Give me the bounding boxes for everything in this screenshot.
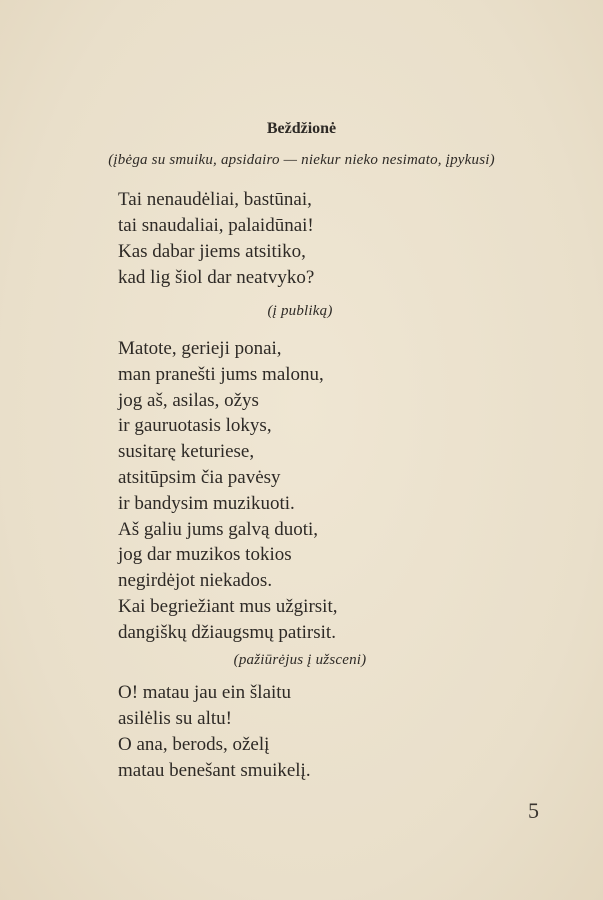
verse-line: jog aš, asilas, ožys [118, 389, 259, 411]
verse-line: man pranešti jums malonu, [118, 363, 324, 385]
stage-direction-to-audience: (į publiką) [267, 303, 333, 319]
stanza-2 [118, 336, 338, 646]
verse-line: O! matau jau ein šlaitu [118, 682, 292, 703]
stage-direction-looking-offstage: (pažiūrėjus į užsceni) [233, 652, 367, 668]
verse-line: ir gauruotasis lokys, [118, 415, 272, 437]
verse-line: Tai nenaudėliai, bastūnai, [118, 189, 312, 210]
verse-line: dangiškų džiaugsmų patirsit. [118, 621, 336, 643]
page-number: 5 [528, 798, 539, 823]
stanza-3 [118, 680, 311, 784]
verse-line: tai snaudaliai, palaidūnai! [118, 215, 314, 236]
stanza-1 [118, 187, 314, 291]
verse-line: susitarę keturiese, [118, 441, 255, 463]
verse-line: negirdėjot niekados. [118, 570, 273, 592]
verse-line: Kas dabar jiems atsitiko, [118, 241, 306, 262]
stage-direction-entry: (įbėga su smuiku, apsidairo — niekur nieko nesimato, įpykusi) [108, 152, 495, 168]
verse-line: Kai begriežiant mus užgirsit, [118, 595, 338, 617]
verse-line: O ana, berods, oželį [118, 734, 270, 755]
verse-line: Matote, gerieji ponai, [118, 338, 282, 359]
scene-title: Beždžionė [266, 120, 337, 137]
verse-line: kad lig šiol dar neatvyko? [118, 267, 315, 288]
verse-line: jog dar muzikos tokios [118, 544, 292, 566]
verse-line: Aš galiu jums galvą duoti, [118, 518, 319, 540]
verse-line: ir bandysim muzikuoti. [118, 492, 295, 514]
verse-line: matau benešant smuikelį. [118, 760, 311, 781]
verse-line: atsitūpsim čia pavėsy [118, 466, 281, 488]
verse-line: asilėlis su altu! [118, 708, 232, 729]
